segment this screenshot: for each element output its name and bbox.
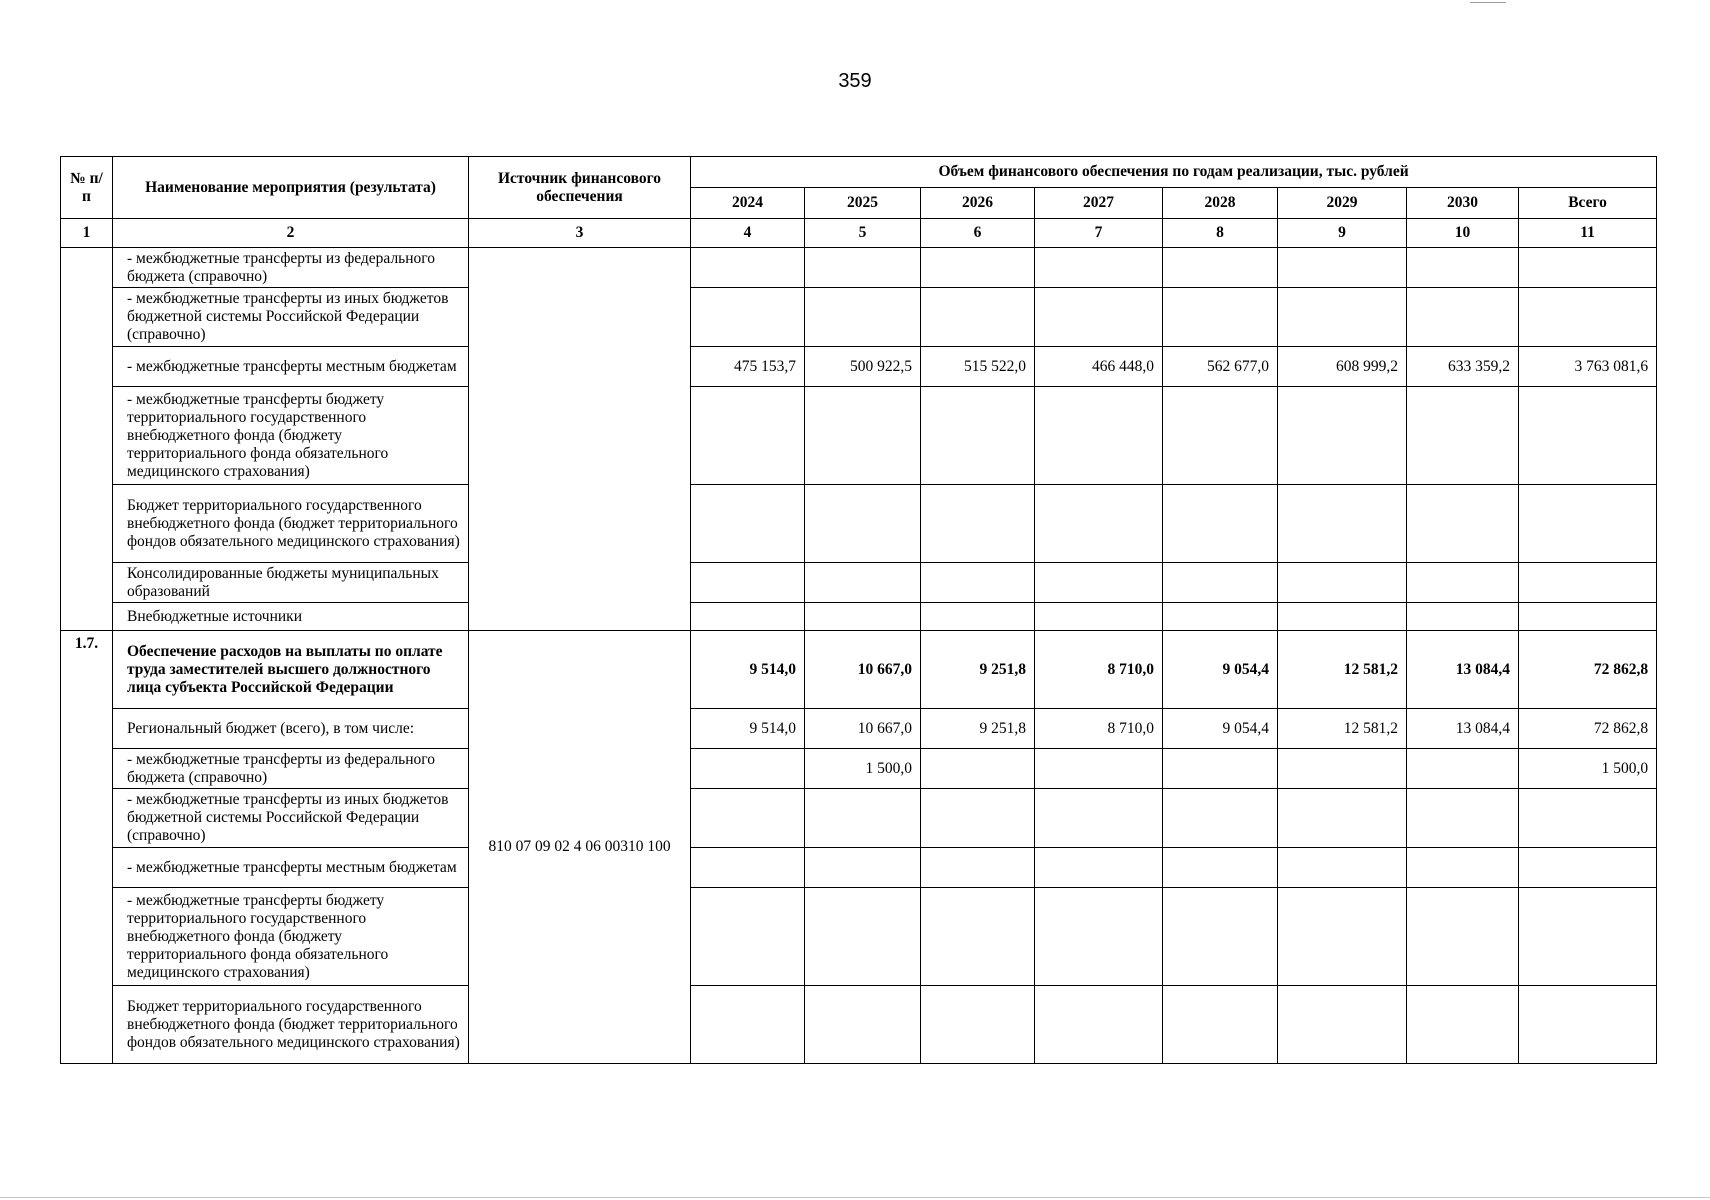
value-cell — [1278, 888, 1407, 986]
source-code: 810 07 09 02 4 06 00310 100 — [469, 631, 691, 1064]
value-cell — [921, 288, 1035, 347]
header-col-index-2: 3 — [469, 219, 691, 248]
value-cell — [1278, 986, 1407, 1064]
value-cell — [1519, 563, 1657, 603]
value-cell — [1163, 848, 1278, 888]
value-cell — [1407, 248, 1519, 288]
value-cell: 9 054,4 — [1163, 709, 1278, 749]
value-cell: 9 514,0 — [691, 631, 805, 709]
value-cell: 10 667,0 — [805, 631, 921, 709]
header-year-0: 2024 — [691, 188, 805, 219]
table-row — [61, 288, 1657, 347]
header-year-4: 2028 — [1163, 188, 1278, 219]
header-year-7: Всего — [1519, 188, 1657, 219]
value-cell — [1163, 789, 1278, 848]
value-cell — [1035, 749, 1163, 789]
value-cell: 12 581,2 — [1278, 709, 1407, 749]
header-year-2: 2026 — [921, 188, 1035, 219]
header-year-5: 2029 — [1278, 188, 1407, 219]
row-name: - межбюджетные трансферты из федерального бюджета (справочно) — [113, 749, 469, 789]
value-cell — [1278, 848, 1407, 888]
scan-artifact-bottom — [0, 1197, 1710, 1198]
value-cell: 466 448,0 — [1035, 347, 1163, 387]
header-year-1: 2025 — [805, 188, 921, 219]
value-cell — [1407, 986, 1519, 1064]
value-cell — [691, 749, 805, 789]
value-cell — [1407, 485, 1519, 563]
value-cell: 9 054,4 — [1163, 631, 1278, 709]
value-cell — [805, 485, 921, 563]
value-cell — [921, 986, 1035, 1064]
header-col-index-1: 2 — [113, 219, 469, 248]
value-cell — [1035, 848, 1163, 888]
value-cell — [1519, 387, 1657, 485]
value-cell — [691, 248, 805, 288]
value-cell — [691, 888, 805, 986]
value-cell — [1278, 485, 1407, 563]
row-name: Консолидированные бюджеты муниципальных образований — [113, 563, 469, 603]
header-col-index-5: 6 — [921, 219, 1035, 248]
header-row-indices — [61, 219, 1657, 248]
value-cell — [1407, 288, 1519, 347]
table-row — [61, 603, 1657, 631]
value-cell — [691, 848, 805, 888]
value-cell — [1035, 387, 1163, 485]
value-cell — [1407, 563, 1519, 603]
row-name: Бюджет территориального государственного внебюджетного фонда (бюджет территориального фондов обязательного медицинского страхования) — [113, 485, 469, 563]
value-cell: 8 710,0 — [1035, 709, 1163, 749]
value-cell — [1278, 789, 1407, 848]
value-cell: 9 514,0 — [691, 709, 805, 749]
value-cell: 8 710,0 — [1035, 631, 1163, 709]
table-row — [61, 986, 1657, 1064]
header-year-3: 2027 — [1035, 188, 1163, 219]
value-cell — [1163, 749, 1278, 789]
row-index: 1.7. — [61, 631, 113, 1064]
value-cell — [805, 563, 921, 603]
value-cell — [805, 603, 921, 631]
table-row — [61, 888, 1657, 986]
value-cell — [1163, 603, 1278, 631]
value-cell — [805, 986, 921, 1064]
value-cell: 9 251,8 — [921, 631, 1035, 709]
row-name: - межбюджетные трансферты из иных бюджетов бюджетной системы Российской Федерации (справочно) — [113, 288, 469, 347]
table-row — [61, 563, 1657, 603]
value-cell — [921, 789, 1035, 848]
table-row — [61, 347, 1657, 387]
row-name: - межбюджетные трансферты бюджету территориального государственного внебюджетного фонда (бюджету территориального фонда обязательного медицинского страхования) — [113, 387, 469, 485]
header-col-index-7: 8 — [1163, 219, 1278, 248]
header-volume: Объем финансового обеспечения по годам реализации, тыс. рублей — [691, 157, 1657, 188]
value-cell — [1035, 986, 1163, 1064]
value-cell — [1519, 848, 1657, 888]
value-cell — [1519, 603, 1657, 631]
value-cell — [1163, 563, 1278, 603]
table-row — [61, 387, 1657, 485]
value-cell — [1163, 288, 1278, 347]
value-cell — [921, 485, 1035, 563]
value-cell: 13 084,4 — [1407, 709, 1519, 749]
value-cell — [1407, 603, 1519, 631]
table-row — [61, 749, 1657, 789]
value-cell — [1035, 485, 1163, 563]
value-cell — [691, 288, 805, 347]
value-cell — [805, 888, 921, 986]
source-cell-empty — [469, 248, 691, 631]
value-cell: 475 153,7 — [691, 347, 805, 387]
value-cell — [1407, 888, 1519, 986]
value-cell: 1 500,0 — [805, 749, 921, 789]
row-name: - межбюджетные трансферты местным бюджетам — [113, 347, 469, 387]
value-cell — [1278, 749, 1407, 789]
header-name: Наименование мероприятия (результата) — [113, 157, 469, 219]
value-cell — [1035, 288, 1163, 347]
value-cell — [921, 848, 1035, 888]
value-cell — [691, 387, 805, 485]
value-cell — [1278, 387, 1407, 485]
table-row-title — [61, 631, 1657, 709]
value-cell — [1035, 789, 1163, 848]
header-year-6: 2030 — [1407, 188, 1519, 219]
value-cell — [1278, 563, 1407, 603]
budget-table — [60, 156, 1657, 1064]
header-col-index-3: 4 — [691, 219, 805, 248]
value-cell — [1035, 603, 1163, 631]
value-cell: 608 999,2 — [1278, 347, 1407, 387]
value-cell — [1035, 248, 1163, 288]
value-cell — [921, 248, 1035, 288]
header-col-index-10: 11 — [1519, 219, 1657, 248]
value-cell — [921, 749, 1035, 789]
value-cell: 500 922,5 — [805, 347, 921, 387]
value-cell — [1035, 888, 1163, 986]
value-cell: 12 581,2 — [1278, 631, 1407, 709]
row-index-empty — [61, 248, 113, 631]
table-row — [61, 709, 1657, 749]
value-cell: 13 084,4 — [1407, 631, 1519, 709]
value-cell: 72 862,8 — [1519, 709, 1657, 749]
value-cell — [1407, 789, 1519, 848]
header-col-index-9: 10 — [1407, 219, 1519, 248]
value-cell — [1278, 248, 1407, 288]
row-name: - межбюджетные трансферты местным бюджетам — [113, 848, 469, 888]
value-cell — [921, 603, 1035, 631]
page-number: 359 — [838, 70, 872, 92]
value-cell — [921, 563, 1035, 603]
row-name: - межбюджетные трансферты из федерального бюджета (справочно) — [113, 248, 469, 288]
value-cell — [1278, 288, 1407, 347]
value-cell — [1519, 986, 1657, 1064]
header-col-index-4: 5 — [805, 219, 921, 248]
header-col-index-6: 7 — [1035, 219, 1163, 248]
value-cell — [1519, 288, 1657, 347]
header-num: № п/п — [61, 157, 113, 219]
row-name: Внебюджетные источники — [113, 603, 469, 631]
value-cell — [1163, 986, 1278, 1064]
table-row — [61, 848, 1657, 888]
value-cell — [805, 387, 921, 485]
header-col-index-0: 1 — [61, 219, 113, 248]
value-cell: 72 862,8 — [1519, 631, 1657, 709]
value-cell: 562 677,0 — [1163, 347, 1278, 387]
value-cell: 10 667,0 — [805, 709, 921, 749]
value-cell — [1407, 749, 1519, 789]
value-cell — [805, 248, 921, 288]
value-cell — [805, 789, 921, 848]
value-cell — [805, 288, 921, 347]
value-cell — [1519, 485, 1657, 563]
value-cell — [1278, 603, 1407, 631]
value-cell — [1163, 485, 1278, 563]
value-cell: 3 763 081,6 — [1519, 347, 1657, 387]
value-cell — [1519, 789, 1657, 848]
row-name: - межбюджетные трансферты из иных бюджетов бюджетной системы Российской Федерации (справочно) — [113, 789, 469, 848]
table-row — [61, 789, 1657, 848]
row-name: - межбюджетные трансферты бюджету территориального государственного внебюджетного фонда (бюджету территориального фонда обязательного медицинского страхования) — [113, 888, 469, 986]
table-row — [61, 485, 1657, 563]
value-cell — [1163, 888, 1278, 986]
value-cell: 515 522,0 — [921, 347, 1035, 387]
value-cell: 9 251,8 — [921, 709, 1035, 749]
row-name: Бюджет территориального государственного внебюджетного фонда (бюджет территориального фондов обязательного медицинского страхования) — [113, 986, 469, 1064]
value-cell — [1163, 387, 1278, 485]
value-cell — [921, 888, 1035, 986]
header-row-1 — [61, 157, 1657, 188]
table-row — [61, 248, 1657, 288]
row-name: Региональный бюджет (всего), в том числе: — [113, 709, 469, 749]
value-cell — [691, 986, 805, 1064]
value-cell — [691, 563, 805, 603]
value-cell — [691, 603, 805, 631]
scan-artifact-top — [1470, 2, 1506, 3]
value-cell — [691, 485, 805, 563]
value-cell — [1407, 387, 1519, 485]
value-cell — [1163, 248, 1278, 288]
value-cell — [805, 848, 921, 888]
value-cell — [1035, 563, 1163, 603]
measure-title: Обеспечение расходов на выплаты по оплате труда заместителей высшего должностного лица субъекта Российской Федерации — [113, 631, 469, 709]
value-cell — [1519, 888, 1657, 986]
value-cell: 633 359,2 — [1407, 347, 1519, 387]
header-col-index-8: 9 — [1278, 219, 1407, 248]
value-cell: 1 500,0 — [1519, 749, 1657, 789]
header-source: Источник финансового обеспечения — [469, 157, 691, 219]
value-cell — [691, 789, 805, 848]
value-cell — [1407, 848, 1519, 888]
value-cell — [921, 387, 1035, 485]
value-cell — [1519, 248, 1657, 288]
